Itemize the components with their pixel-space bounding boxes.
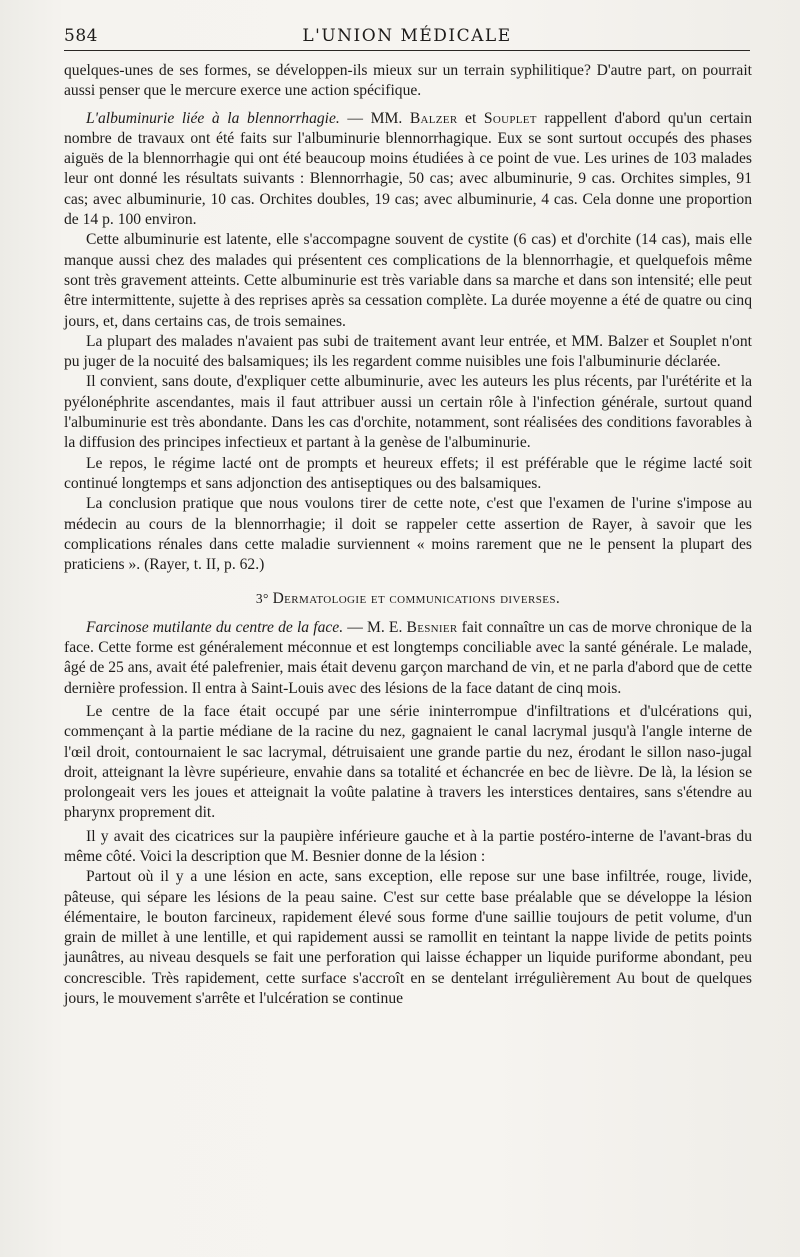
paragraph: quelques-unes de ses formes, se développen-ils mieux sur un terrain syphilitique? D'autre part, on pourrait aussi penser que le mercure exerce une action spécifique. xyxy=(64,62,752,100)
paragraph: Partout où il y a une lésion en acte, sans exception, elle repose sur une base infiltrée, rouge, livide, pâteuse, qui sépare les lésions de la peau saine. C'est sur cette base préalable que se développe la lésion élémentaire, le bouton farcineux, rapidement élevé sous forme d'une saillie toujours de petit volume, d'un grain de millet à une lentille, et qui rapidement aussi se ramollit en teintant la nappe livide de petits points jaunâtres, au niveau desquels se fait une perforation qui laisse échapper un liquide puriforme abondant, peu concrescible. Très rapidement, cette surface s'accroît en se dentelant irrégulièrement Au bout de quelques jours, le mouvement s'arrête et l'ulcération se continue xyxy=(64,868,752,1008)
paragraph: Il y avait des cicatrices sur la paupière inférieure gauche et à la partie postéro-interne de l'avant-bras du même côté. Voici la description que M. Besnier donne de la lésion : xyxy=(64,827,752,865)
page-number: 584 xyxy=(64,26,98,46)
author-name: Souplet xyxy=(483,109,537,127)
subsection-title: L'albuminurie liée à la blennorrhagie. xyxy=(86,109,340,127)
paragraph: Cette albuminurie est latente, elle s'accompagne souvent de cystite (6 cas) et d'orchite (14 cas), mais elle manque aussi chez des malades qui présentent ces complications de la blennorrhagie, et quelquefois même sont très gravement atteints. Cette albuminurie est très variable dans sa marche et dans son intensité; elle peut être intermittente, sujette à des reprises après sa cessation complète. La durée moyenne a été de quatre ou cinq jours, et, dans certains cas, de trois semaines. xyxy=(64,231,752,330)
paragraph-albuminurie: L'albuminurie liée à la blennorrhagie. — MM. Balzer et Souplet rappellent d'abord qu'un certain nombre de travaux ont été faits sur l'albuminurie blennorrhagique. Eux se sont surtout occupés des phases aiguës de la blennorrhagie qui ont été beaucoup moins étudiées à ce point de vue. Les urines de 103 malades leur ont donné les résultats suivants : Blennorrhagie, 50 cas; avec albuminurie, 9 cas. Orchites simples, 91 cas; avec albuminurie, 10 cas. Orchites doubles, 19 cas; avec albuminurie, 4 cas. Cela donne une proportion de 14 p. 100 environ. xyxy=(64,109,753,229)
paragraph-farcinose: Farcinose mutilante du centre de la face. — M. E. Besnier fait connaître un cas de morve chronique de la face. Cette forme est généralement méconnue et est longtemps conciliable avec la santé générale. Le malade, âgé de 25 ans, avait été palefrenier, mais était devenu garçon marchand de vin, et ne parla d'abord que de cette dernière profession. Il entra à Saint-Louis avec des lésions de la face datant de cinq mois. xyxy=(64,618,753,697)
paragraph: La plupart des malades n'avaient pas subi de traitement avant leur entrée, et MM. Balzer et Souplet n'ont pu juger de la nocuité des balsamiques; ils les regardent comme nuisibles une fois l'albuminurie déclarée. xyxy=(64,332,752,371)
page-header xyxy=(64,20,750,51)
section-heading: 3° Dermatologie et communications diverses. xyxy=(255,590,561,608)
running-title: L'UNION MÉDICALE xyxy=(302,26,512,46)
article-body xyxy=(64,61,752,1009)
paragraph: Il convient, sans doute, d'expliquer cette albuminurie, avec les auteurs les plus récents, par l'urétérite et la pyélonéphrite ascendantes, mais il faut attribuer aussi un certain rôle à l'infection générale, surtout quand l'albuminurie est très abondante. Dans les cas d'orchite, notamment, sont réalisées des conditions favorables à la diffusion des principes infectieux et partant à la genèse de l'albuminurie. xyxy=(64,373,752,452)
paragraph: La conclusion pratique que nous voulons tirer de cette note, c'est que l'examen de l'urine s'impose au médecin au cours de la blennorrhagie; il doit se rappeler cette assertion de Rayer, à savoir que les complications rénales dans cette maladie surviennent « moins rarement que ne le pensent la plupart des praticiens ». (Rayer, t. II, p. 62.) xyxy=(64,495,752,574)
paragraph: Le repos, le régime lacté ont de prompts et heureux effets; il est préférable que le régime lacté soit continué longtemps et sans adjonction des antiseptiques ou des balsamiques. xyxy=(64,454,752,492)
author-name: Besnier xyxy=(406,618,458,636)
paragraph: Le centre de la face était occupé par une série ininterrompue d'infiltrations et d'ulcérations qui, commençant à la partie médiane de la racine du nez, gagnaient le canal lacrymal jusqu'à l'angle interne de l'œil droit, contournaient le sac lacrymal, détruisaient une grande partie du nez, érodant le sillon naso-jugal droit, atteignant la lèvre supérieure, envahie dans sa totalité et échancrée en bec de lièvre. De là, la lésion se prolongeait vers les joues et atteignait la voûte palatine à travers les interstices dentaires, sans s'étendre au pharynx proprement dit. xyxy=(64,702,752,822)
author-name: Balzer xyxy=(409,109,458,127)
subsection-title: Farcinose mutilante du centre de la face. xyxy=(86,618,344,636)
